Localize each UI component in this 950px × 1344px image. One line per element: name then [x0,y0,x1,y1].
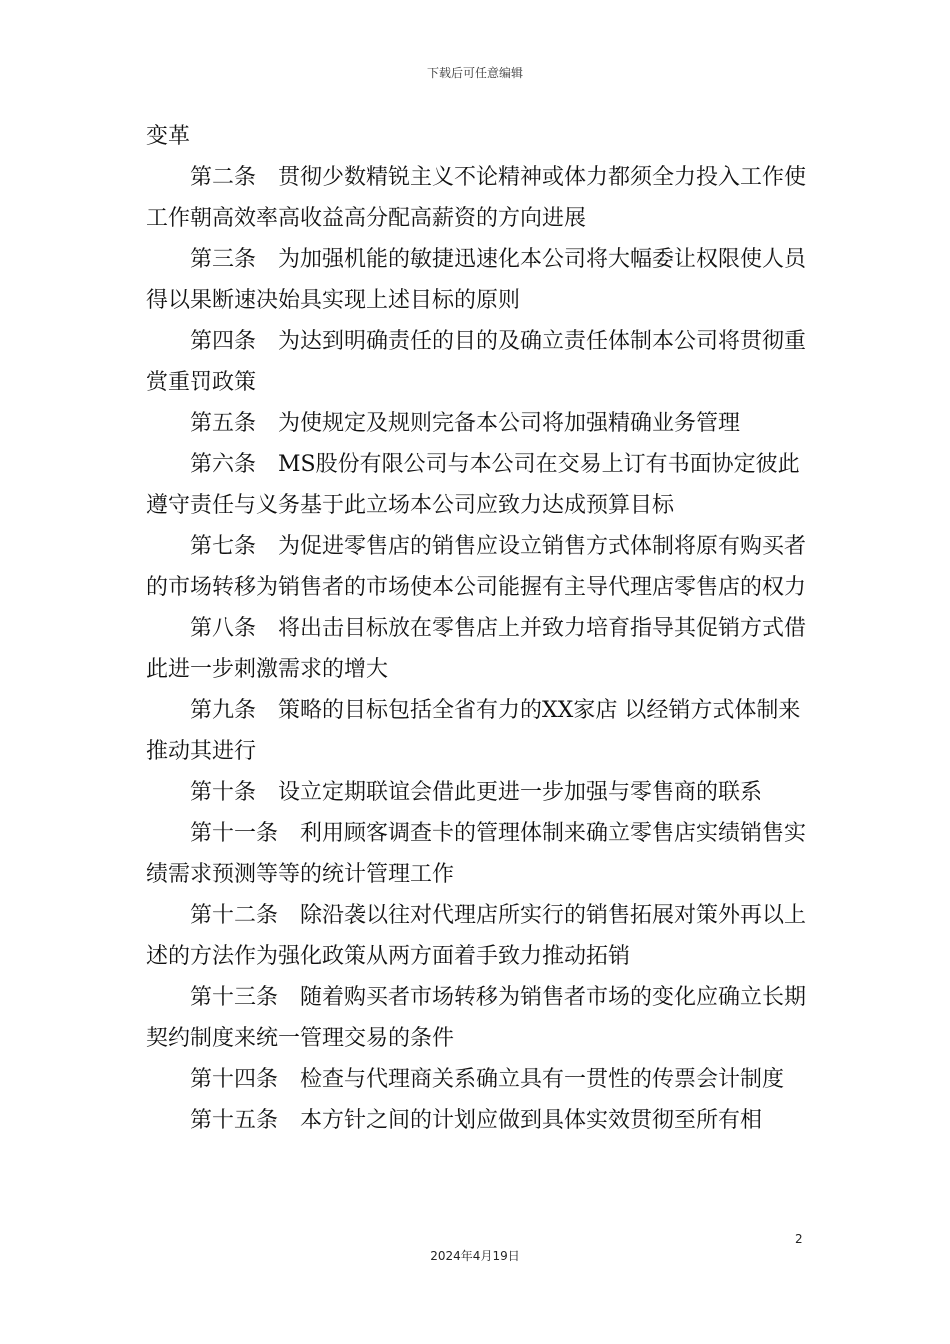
article-2: 第二条 贯彻少数精锐主义不论精神或体力都须全力投入工作使工作朝高效率高收益高分配高薪资的方向进展 [146,165,807,231]
page-number: 2 [795,1232,803,1246]
article-8: 第八条 将出击目标放在零售店上并致力培育指导其促销方式借此进一步刺激需求的增大 [146,616,807,682]
article-5: 第五条 为使规定及规则完备本公司将加强精确业务管理 [190,411,741,436]
article-14: 第十四条 检查与代理商关系确立具有一贯性的传票会计制度 [190,1067,785,1092]
paragraph-continuation: 变革 [146,124,191,149]
article-11: 第十一条 利用顾客调查卡的管理体制来确立零售店实绩销售实绩需求预测等等的统计管理工作 [146,821,807,887]
article-7: 第七条 为促进零售店的销售应设立销售方式体制将原有购买者的市场转移为销售者的市场使本公司能握有主导代理店零售店的权力 [146,534,807,600]
document-body [146,116,806,1141]
article-6: 第六条 MS股份有限公司与本公司在交易上订有书面协定彼此遵守责任与义务基于此立场本公司应致力达成预算目标 [146,452,800,518]
article-13: 第十三条 随着购买者市场转移为销售者市场的变化应确立长期契约制度来统一管理交易的条件 [146,985,807,1051]
article-15: 第十五条 本方针之间的计划应做到具体实效贯彻至所有相 [190,1108,763,1133]
article-3: 第三条 为加强机能的敏捷迅速化本公司将大幅委让权限使人员得以果断速决始具实现上述目标的原则 [146,247,807,313]
article-4: 第四条 为达到明确责任的目的及确立责任体制本公司将贯彻重赏重罚政策 [146,329,807,395]
article-12: 第十二条 除沿袭以往对代理店所实行的销售拓展对策外再以上述的方法作为强化政策从两方面着手致力推动拓销 [146,903,807,969]
article-10: 第十条 设立定期联谊会借此更进一步加强与零售商的联系 [190,780,763,805]
page-footer-date: 2024年4月19日 [430,1249,520,1263]
page-header: 下载后可任意编辑 [426,66,523,80]
article-9: 第九条 策略的目标包括全省有力的XX家店 以经销方式体制来推动其进行 [146,698,801,764]
